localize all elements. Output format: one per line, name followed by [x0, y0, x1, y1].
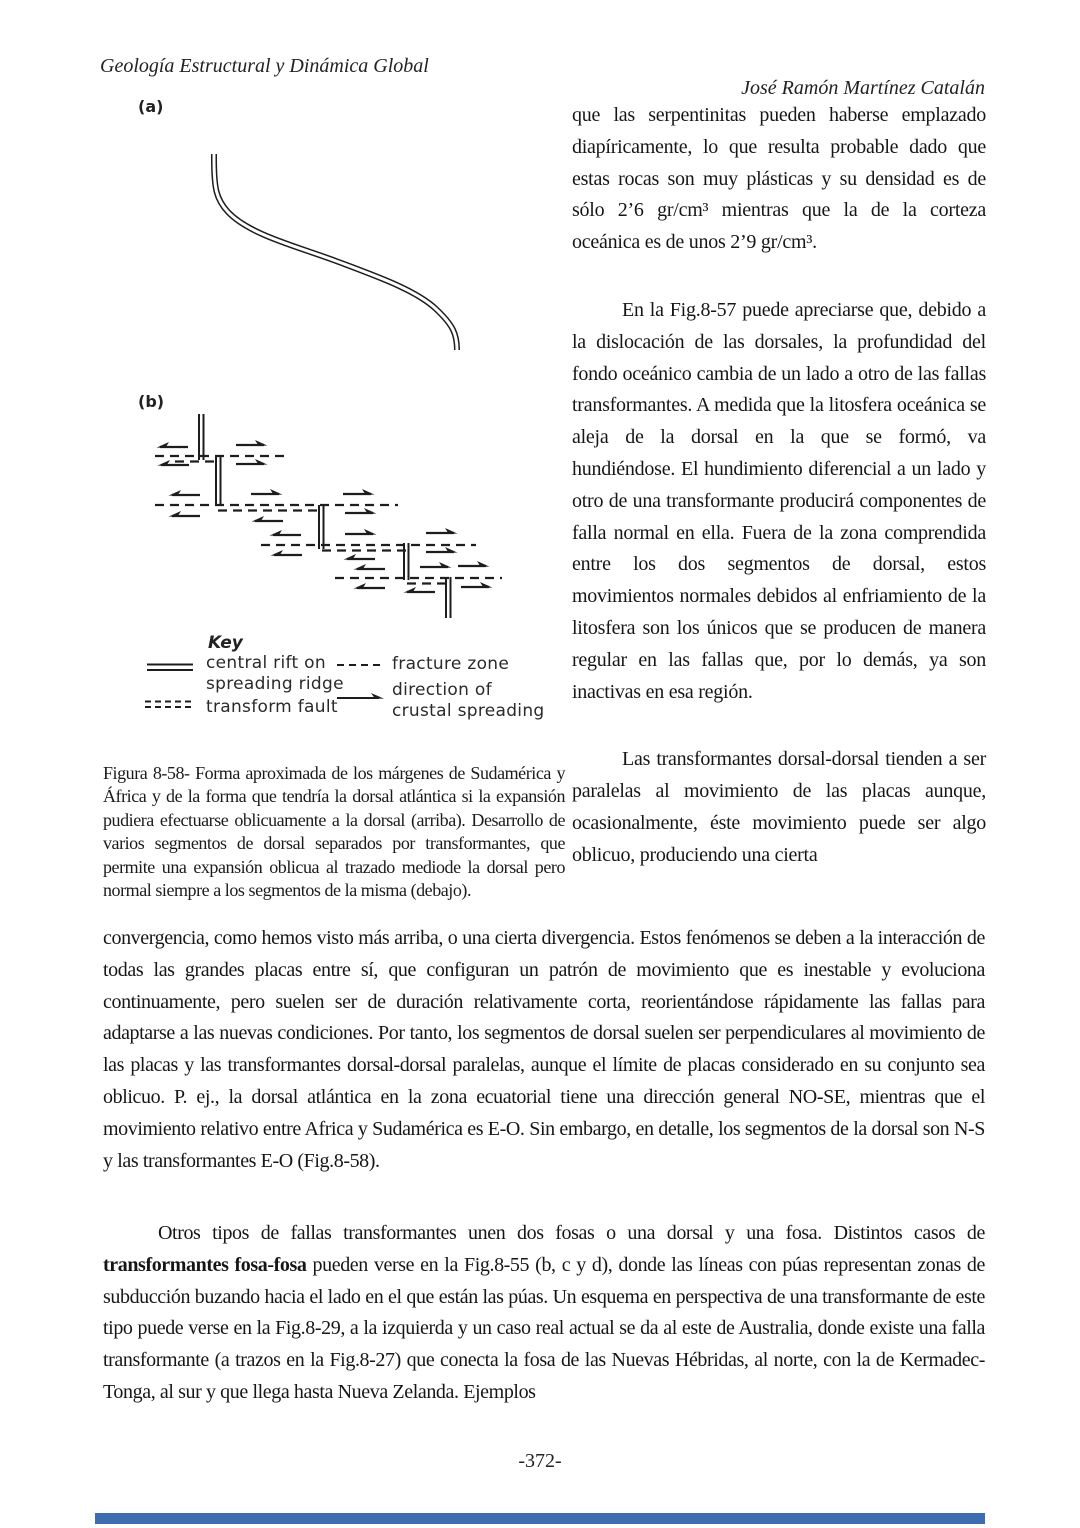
body-paragraph: Las transformantes dorsal-dorsal tienden a ser paralelas al movimiento de las placas aunque, ocasionalmente, éste movimiento puede ser algo oblicuo, produciendo una cierta: [572, 748, 986, 866]
figure-a-oblique-ridge-curve: [120, 92, 565, 392]
key-label-spreading-direction: direction of crustal spreading: [392, 680, 545, 721]
book-title: Geología Estructural y Dinámica Global: [100, 55, 429, 77]
page-number: -372-: [518, 1450, 562, 1472]
body-paragraph: que las serpentinitas pueden haberse emplazado diapíricamente, lo que resulta probable dado que estas rocas son muy plásticas y su densidad es de sólo 2’6 gr/cm³ mientras que la de la corteza oceánica es de unos 2’9 gr/cm³.: [572, 104, 986, 254]
right-column: [572, 100, 986, 872]
figure-b-ridge-transform-diagram: [118, 388, 570, 640]
key-label-transform-fault: transform fault: [206, 697, 338, 717]
paragraph-text: pueden verse en la Fig.8-55 (b, c y d), donde las líneas con púas representan zonas de subducción buzando hacia el lado en el que están las púas. Un esquema en perspectiva de una transformante de este tipo puede verse en la Fig.8-29, a la izquierda y un caso real actual se da al este de Australia, donde existe una falla transformante (a trazos en la Fig.8-27) que conecta la fosa de las Nuevas Hébridas, al norte, con la de Kermadec-Tonga, al sur y que llega hasta Nueva Zelanda. Ejemplos: [103, 1253, 985, 1403]
central-rift-line-swatch: [147, 662, 193, 673]
author-name: José Ramón Martínez Catalán: [741, 77, 985, 99]
key-title: Key: [208, 633, 243, 653]
bold-term-transformantes-fosa-fosa: transformantes fosa-fosa: [103, 1253, 307, 1276]
fracture-zone-swatch: [337, 662, 385, 668]
key-label-fracture-zone: fracture zone: [392, 654, 510, 674]
figure-a-label: (a): [138, 97, 164, 116]
body-paragraph-last: [103, 1218, 985, 1409]
footer-rule: [95, 1513, 985, 1524]
fracture-zone-lines: [155, 456, 502, 584]
body-paragraph: En la Fig.8-57 puede apreciarse que, debido a la dislocación de las dorsales, la profundidad del fondo oceánico cambia de un lado a otro de las fallas transformantes. A medida que la litosfera oceánica se aleja de la dorsal en la que se formó, va hundiéndose. El hundimiento diferencial a un lado y otro de una transformante producirá componentes de falla normal en ella. Fuera de la zona comprendida entre los dos segmentos de dorsal, estos movimientos normales debidos al enfriamiento de la litosfera son los únicos que se producen de manera regular en las fallas que, por lo demás, ya son inactivas en esa región.: [572, 298, 986, 703]
figure-caption: Figura 8-58- Forma aproximada de los márgenes de Sudamérica y África y de la forma que tendría la dorsal atlántica si la expansión pudiera efectuarse oblicuamente a la dorsal (arriba). Desarrollo de varios segmentos de dorsal separados por transformantes, que permite una expansión oblicua al trazado mediode la dorsal pero normal siempre a los segmentos de la misma (debajo).: [103, 763, 565, 901]
paragraph-text: Otros tipos de fallas transformantes unen dos fosas o una dorsal y una fosa. Distintos casos de: [158, 1222, 985, 1244]
figure-b-label: (b): [138, 392, 165, 411]
body-paragraph-continuation: convergencia, como hemos visto más arriba, o una cierta divergencia. Estos fenómenos se deben a la interacción de todas las grandes placas entre sí, que configuran un patrón de movimiento que es inestable y evoluciona continuamente, pero suelen ser de duración relativamente corta, reorientándose rápidamente las fallas para adaptarse a las nuevas condiciones. Por tanto, los segmentos de dorsal suelen ser perpendiculares al movimiento de las placas y las transformantes dorsal-dorsal paralelas, aunque el límite de placas considerado en su conjunto sea oblicuo. P. ej., la dorsal atlántica en la zona ecuatorial tiene una dirección general NO-SE, mientras que el movimiento relativo entre Africa y Sudamérica es E-O. Sin embargo, en detalle, los segmentos de la dorsal son N-S y las transformantes E-O (Fig.8-58).: [103, 927, 985, 1172]
transform-fault-swatch: [145, 699, 193, 710]
key-label-central-rift: central rift on spreading ridge: [206, 653, 344, 694]
spreading-direction-swatch: [337, 690, 385, 702]
